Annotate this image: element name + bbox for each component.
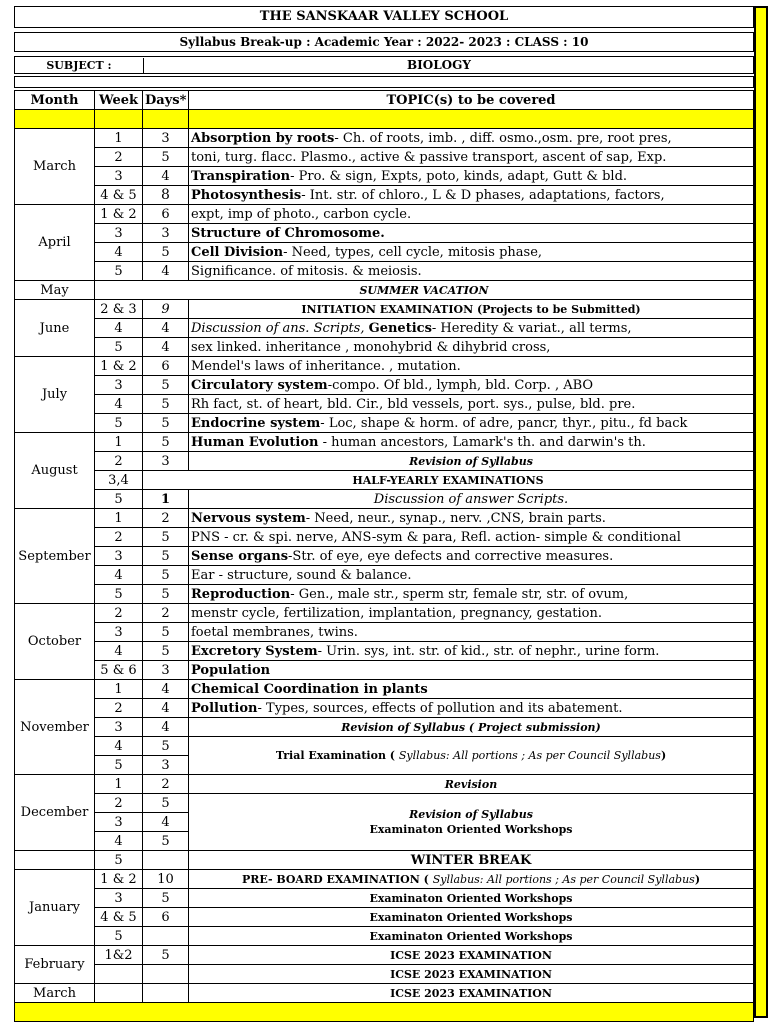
topic-cell: Cell Division- Need, types, cell cycle, mitosis phase, (189, 243, 754, 262)
week-cell: 2 & 3 (95, 300, 143, 319)
table-row (15, 148, 754, 167)
topic-cell: Transpiration- Pro. & sign, Expts, poto, kinds, adapt, Gutt & bld. (189, 167, 754, 186)
week-cell: 4 & 5 (95, 186, 143, 205)
topic-cell: Sense organs-Str. of eye, eye defects and corrective measures. (189, 547, 754, 566)
topic-cell: Significance. of mitosis. & meiosis. (189, 262, 754, 281)
table-row (15, 604, 754, 623)
days-cell: 1 (143, 490, 189, 509)
summer-vacation-cell: SUMMER VACATION (95, 281, 754, 300)
table-row (15, 794, 754, 813)
days-cell: 5 (143, 243, 189, 262)
table-row (15, 737, 754, 756)
week-cell: 3 (95, 889, 143, 908)
days-cell: 5 (143, 547, 189, 566)
week-cell: 1 (95, 680, 143, 699)
table-row (15, 376, 754, 395)
month-november: November (15, 680, 95, 775)
week-cell: 5 (95, 262, 143, 281)
table-row (15, 851, 754, 870)
days-cell: 6 (143, 908, 189, 927)
week-cell: 4 (95, 737, 143, 756)
table-row (15, 946, 754, 965)
month-january: January (15, 870, 95, 946)
table-row (15, 414, 754, 433)
table-row (15, 680, 754, 699)
school-title: THE SANSKAAR VALLEY SCHOOL (14, 6, 754, 28)
table-row (15, 167, 754, 186)
days-cell: 4 (143, 699, 189, 718)
days-cell: 4 (143, 338, 189, 357)
week-cell: 1 & 2 (95, 357, 143, 376)
table-row (15, 224, 754, 243)
days-cell: 8 (143, 186, 189, 205)
schedule-table (14, 90, 754, 1022)
topic-cell: Nervous system- Need, neur., synap., nerv. ,CNS, brain parts. (189, 509, 754, 528)
topic-cell: Structure of Chromosome. (189, 224, 754, 243)
topic-cell: Examinaton Oriented Workshops (189, 889, 754, 908)
week-cell: 2 (95, 148, 143, 167)
column-header-row (15, 91, 754, 110)
days-cell: 5 (143, 395, 189, 414)
week-cell: 1 & 2 (95, 870, 143, 889)
week-cell: 3 (95, 376, 143, 395)
week-cell: 3 (95, 167, 143, 186)
month-may: May (15, 281, 95, 300)
days-cell: 6 (143, 357, 189, 376)
table-row (15, 243, 754, 262)
month-december: December (15, 775, 95, 851)
half-yearly-cell: HALF-YEARLY EXAMINATIONS (143, 471, 754, 490)
week-cell (95, 984, 143, 1003)
topic-cell: Excretory System- Urin. sys, int. str. of kid., str. of nephr., urine form. (189, 642, 754, 661)
week-cell: 3 (95, 813, 143, 832)
table-row (15, 338, 754, 357)
week-cell: 1 & 2 (95, 205, 143, 224)
month-october: October (15, 604, 95, 680)
week-cell: 4 & 5 (95, 908, 143, 927)
topic-cell: Chemical Coordination in plants (189, 680, 754, 699)
topic-cell: Examinaton Oriented Workshops (189, 927, 754, 946)
days-cell (143, 927, 189, 946)
table-row (15, 281, 754, 300)
table-row (15, 775, 754, 794)
topic-cell: Examinaton Oriented Workshops (189, 908, 754, 927)
table-row (15, 623, 754, 642)
week-cell: 1 (95, 509, 143, 528)
days-cell: 5 (143, 623, 189, 642)
days-cell: 5 (143, 794, 189, 813)
topic-cell: Mendel's laws of inheritance. , mutation. (189, 357, 754, 376)
table-row (15, 395, 754, 414)
week-cell: 4 (95, 566, 143, 585)
table-row (15, 528, 754, 547)
week-cell: 2 (95, 528, 143, 547)
month-september: September (15, 509, 95, 604)
week-cell: 1&2 (95, 946, 143, 965)
yellow-side-bar (754, 6, 768, 1018)
month-june: June (15, 300, 95, 357)
table-row (15, 300, 754, 319)
topic-cell: Revision of Syllabus (189, 452, 754, 471)
subject-label: SUBJECT : (15, 58, 144, 74)
topic-cell: Discussion of answer Scripts. (189, 490, 754, 509)
days-cell: 5 (143, 889, 189, 908)
week-cell: 3 (95, 623, 143, 642)
days-cell: 5 (143, 832, 189, 851)
days-cell: 5 (143, 148, 189, 167)
syllabus-subtitle: Syllabus Break-up : Academic Year : 2022- 2023 : CLASS : 10 (14, 32, 754, 52)
week-cell: 4 (95, 832, 143, 851)
table-row (15, 718, 754, 737)
table-row (15, 870, 754, 889)
week-cell: 5 (95, 490, 143, 509)
days-cell: 5 (143, 566, 189, 585)
days-cell: 5 (143, 946, 189, 965)
table-row (15, 661, 754, 680)
table-row (15, 699, 754, 718)
topic-cell: Ear - structure, sound & balance. (189, 566, 754, 585)
table-row (15, 965, 754, 984)
topic-cell: Revision of Syllabus ( Project submission) (189, 718, 754, 737)
table-row (15, 490, 754, 509)
table-row (15, 129, 754, 148)
syllabus-page (14, 6, 754, 1018)
days-cell: 2 (143, 775, 189, 794)
table-row (15, 585, 754, 604)
week-cell: 4 (95, 642, 143, 661)
topic-cell: Reproduction- Gen., male str., sperm str, female str, str. of ovum, (189, 585, 754, 604)
week-cell: 5 (95, 414, 143, 433)
month-august: August (15, 433, 95, 509)
yellow-separator-row (15, 110, 754, 129)
preboard-cell: PRE- BOARD EXAMINATION ( Syllabus: All portions ; As per Council Syllabus) (189, 870, 754, 889)
days-cell: 3 (143, 661, 189, 680)
month-march: March (15, 129, 95, 205)
days-cell: 5 (143, 528, 189, 547)
topic-cell: PNS - cr. & spi. nerve, ANS-sym & para, Refl. action- simple & conditional (189, 528, 754, 547)
month-july: July (15, 357, 95, 433)
col-week: Week (95, 91, 143, 110)
days-cell: 5 (143, 414, 189, 433)
week-cell: 4 (95, 243, 143, 262)
week-cell: 5 (95, 927, 143, 946)
month-april: April (15, 205, 95, 281)
subject-value: BIOLOGY (407, 58, 471, 72)
days-cell (143, 851, 189, 870)
table-row (15, 908, 754, 927)
table-row (15, 547, 754, 566)
table-row (15, 927, 754, 946)
topic-cell: Rh fact, st. of heart, bld. Cir., bld vessels, port. sys., pulse, bld. pre. (189, 395, 754, 414)
week-cell: 2 (95, 699, 143, 718)
dec-revision-cell: Revision of Syllabus Examinaton Oriented Workshops (189, 794, 754, 851)
table-row (15, 262, 754, 281)
topic-cell: Circulatory system-compo. Of bld., lymph, bld. Corp. , ABO (189, 376, 754, 395)
days-cell: 4 (143, 167, 189, 186)
yellow-footer-row (15, 1003, 754, 1022)
topic-cell: sex linked. inheritance , monohybrid & dihybrid cross, (189, 338, 754, 357)
topic-cell: foetal membranes, twins. (189, 623, 754, 642)
week-cell (95, 965, 143, 984)
topic-cell: Photosynthesis- Int. str. of chloro., L & D phases, adaptations, factors, (189, 186, 754, 205)
month-blank (15, 851, 95, 870)
topic-cell: toni, turg. flacc. Plasmo., active & passive transport, ascent of sap, Exp. (189, 148, 754, 167)
days-cell: 5 (143, 433, 189, 452)
table-row (15, 452, 754, 471)
week-cell: 1 (95, 775, 143, 794)
table-row (15, 433, 754, 452)
subject-row (14, 56, 754, 74)
trial-exam-cell: Trial Examination ( Syllabus: All portions ; As per Council Syllabus) (189, 737, 754, 775)
header-gap (14, 76, 754, 88)
week-cell: 2 (95, 794, 143, 813)
days-cell: 2 (143, 509, 189, 528)
topic-cell: ICSE 2023 EXAMINATION (189, 984, 754, 1003)
days-cell (143, 965, 189, 984)
days-cell: 6 (143, 205, 189, 224)
week-cell: 3,4 (95, 471, 143, 490)
topic-cell: Human Evolution - human ancestors, Lamark's th. and darwin's th. (189, 433, 754, 452)
col-month: Month (15, 91, 95, 110)
table-row (15, 186, 754, 205)
days-cell: 5 (143, 642, 189, 661)
table-row (15, 509, 754, 528)
table-row (15, 984, 754, 1003)
table-row (15, 357, 754, 376)
week-cell: 2 (95, 452, 143, 471)
days-cell: 2 (143, 604, 189, 623)
topic-cell: ICSE 2023 EXAMINATION (189, 946, 754, 965)
table-row (15, 319, 754, 338)
days-cell: 4 (143, 813, 189, 832)
topic-cell: Revision (189, 775, 754, 794)
topic-cell: Population (189, 661, 754, 680)
days-cell: 9 (143, 300, 189, 319)
table-row (15, 471, 754, 490)
days-cell: 4 (143, 262, 189, 281)
days-cell: 4 (143, 319, 189, 338)
week-cell: 3 (95, 547, 143, 566)
topic-cell: Absorption by roots- Ch. of roots, imb. , diff. osmo.,osm. pre, root pres, (189, 129, 754, 148)
topic-cell: menstr cycle, fertilization, implantation, pregnancy, gestation. (189, 604, 754, 623)
topic-cell: Discussion of ans. Scripts, Genetics- Heredity & variat., all terms, (189, 319, 754, 338)
week-cell: 5 & 6 (95, 661, 143, 680)
week-cell: 5 (95, 851, 143, 870)
month-march-final: March (15, 984, 95, 1003)
col-days: Days* (143, 91, 189, 110)
table-row (15, 642, 754, 661)
topic-cell: Pollution- Types, sources, effects of pollution and its abatement. (189, 699, 754, 718)
days-cell: 3 (143, 224, 189, 243)
days-cell: 4 (143, 718, 189, 737)
days-cell: 4 (143, 680, 189, 699)
days-cell: 5 (143, 737, 189, 756)
days-cell: 10 (143, 870, 189, 889)
days-cell: 3 (143, 129, 189, 148)
table-row (15, 205, 754, 224)
week-cell: 3 (95, 224, 143, 243)
days-cell: 3 (143, 756, 189, 775)
month-february: February (15, 946, 95, 984)
topic-cell: Endocrine system- Loc, shape & horm. of adre, pancr, thyr., pitu., fd back (189, 414, 754, 433)
col-topic: TOPIC(s) to be covered (189, 91, 754, 110)
week-cell: 5 (95, 756, 143, 775)
week-cell: 5 (95, 585, 143, 604)
week-cell: 4 (95, 319, 143, 338)
week-cell: 5 (95, 338, 143, 357)
days-cell: 5 (143, 376, 189, 395)
days-cell (143, 984, 189, 1003)
table-row (15, 889, 754, 908)
week-cell: 1 (95, 433, 143, 452)
week-cell: 2 (95, 604, 143, 623)
topic-cell: expt, imp of photo., carbon cycle. (189, 205, 754, 224)
week-cell: 1 (95, 129, 143, 148)
winter-break-cell: WINTER BREAK (189, 851, 754, 870)
table-row (15, 566, 754, 585)
days-cell: 5 (143, 585, 189, 604)
days-cell: 3 (143, 452, 189, 471)
topic-cell: ICSE 2023 EXAMINATION (189, 965, 754, 984)
topic-cell: INITIATION EXAMINATION (Projects to be Submitted) (189, 300, 754, 319)
week-cell: 4 (95, 395, 143, 414)
week-cell: 3 (95, 718, 143, 737)
